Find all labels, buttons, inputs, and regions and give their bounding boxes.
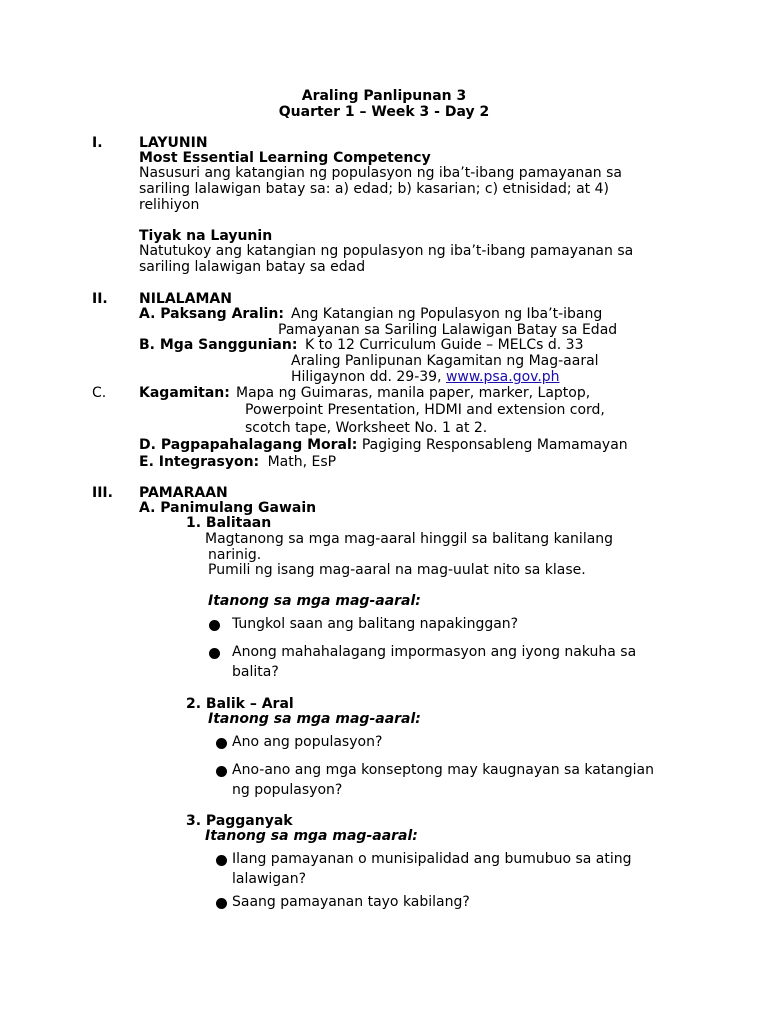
bullet-icon: [216, 855, 227, 866]
balitaan-question: balita?: [232, 664, 279, 680]
bullet-icon: [216, 738, 227, 749]
paksa-line: Ang Katangian ng Populasyon ng Iba’t-ibang: [291, 306, 603, 322]
balitaan-line: Magtanong sa mga mag-aaral hinggil sa balitang kanilang: [205, 531, 614, 547]
moral-line: [139, 437, 628, 453]
integrasyon-line: [139, 454, 336, 470]
pagganyak-question: lalawigan?: [232, 871, 307, 887]
kagamitan-label: Kagamitan:: [139, 385, 230, 401]
balik-aral-heading: 2. Balik – Aral: [186, 696, 294, 712]
pagganyak-prompt: Itanong sa mga mag-aaral:: [205, 828, 418, 844]
bullet-icon: [209, 620, 220, 631]
paksa-line: Pamayanan sa Sariling Lalawigan Batay sa Edad: [278, 322, 618, 338]
sanggunian-line-with-link: [291, 369, 560, 385]
pagganyak-heading: 3. Pagganyak: [186, 813, 293, 829]
melc-heading: Most Essential Learning Competency: [139, 150, 431, 166]
document-title: Araling Panlipunan 3: [301, 88, 467, 104]
sanggunian-line: Hiligaynon dd. 29-39,: [291, 369, 446, 385]
kagamitan-line: Powerpoint Presentation, HDMI and extension cord,: [245, 402, 605, 418]
moral-value: Pagiging Responsableng Mamamayan: [361, 437, 628, 453]
section-numeral-3: III.: [92, 485, 113, 501]
pagganyak-question: Ilang pamayanan o munisipalidad ang bumubuo sa ating: [232, 851, 632, 867]
sanggunian-label: B. Mga Sanggunian:: [139, 337, 298, 353]
melc-line: relihiyon: [139, 197, 200, 213]
balitaan-prompt: Itanong sa mga mag-aaral:: [208, 593, 421, 609]
kagamitan-line: Mapa ng Guimaras, manila paper, marker, Laptop,: [236, 385, 591, 401]
tiyak-line: sariling lalawigan batay sa edad: [139, 259, 366, 275]
section-heading-nilalaman: NILALAMAN: [139, 291, 232, 307]
balik-aral-question: ng populasyon?: [232, 782, 343, 798]
psa-link[interactable]: www.psa.gov.ph: [445, 369, 560, 385]
section-numeral-1: I.: [92, 135, 103, 151]
balik-aral-question: Ano ang populasyon?: [232, 734, 383, 750]
melc-line: Nasusuri ang katangian ng populasyon ng iba’t-ibang pamayanan sa: [139, 165, 623, 181]
bullet-icon: [216, 766, 227, 777]
balik-aral-question: Ano-ano ang mga konseptong may kaugnayan sa katangian: [232, 762, 654, 778]
tiyak-line: Natutukoy ang katangian ng populasyon ng iba’t-ibang pamayanan sa: [139, 243, 634, 259]
paksa-label: A. Paksang Aralin:: [139, 306, 284, 322]
tiyak-heading: Tiyak na Layunin: [139, 228, 273, 244]
balitaan-question: Anong mahahalagang impormasyon ang iyong nakuha sa: [232, 644, 637, 660]
integrasyon-label: E. Integrasyon:: [139, 454, 260, 470]
sanggunian-line: Araling Panlipunan Kagamitan ng Mag-aaral: [291, 353, 599, 369]
document-subtitle: Quarter 1 – Week 3 - Day 2: [278, 104, 490, 120]
section-numeral-2: II.: [92, 291, 108, 307]
balitaan-heading: 1. Balitaan: [186, 515, 272, 531]
kagamitan-line: scotch tape, Worksheet No. 1 at 2.: [245, 420, 488, 436]
melc-line: sariling lalawigan batay sa: a) edad; b) kasarian; c) etnisidad; at 4): [139, 181, 609, 197]
bullet-icon: [209, 648, 220, 659]
balitaan-line: Pumili ng isang mag-aaral na mag-uulat nito sa klase.: [208, 562, 586, 578]
section-heading-pamaraan: PAMARAAN: [139, 485, 228, 501]
bullet-icon: [216, 898, 227, 909]
balitaan-line: narinig.: [208, 547, 262, 563]
balitaan-question: Tungkol saan ang balitang napakinggan?: [232, 616, 519, 632]
section-marker-c: C.: [92, 385, 107, 401]
sanggunian-line: K to 12 Curriculum Guide – MELCs d. 33: [305, 337, 584, 353]
pagganyak-question: Saang pamayanan tayo kabilang?: [232, 894, 470, 910]
integrasyon-value: Math, EsP: [267, 454, 337, 470]
panimulang-gawain-heading: A. Panimulang Gawain: [139, 500, 317, 516]
section-heading-layunin: LAYUNIN: [139, 135, 208, 151]
balik-aral-prompt: Itanong sa mga mag-aaral:: [208, 711, 421, 727]
moral-label: D. Pagpapahalagang Moral:: [139, 437, 358, 453]
